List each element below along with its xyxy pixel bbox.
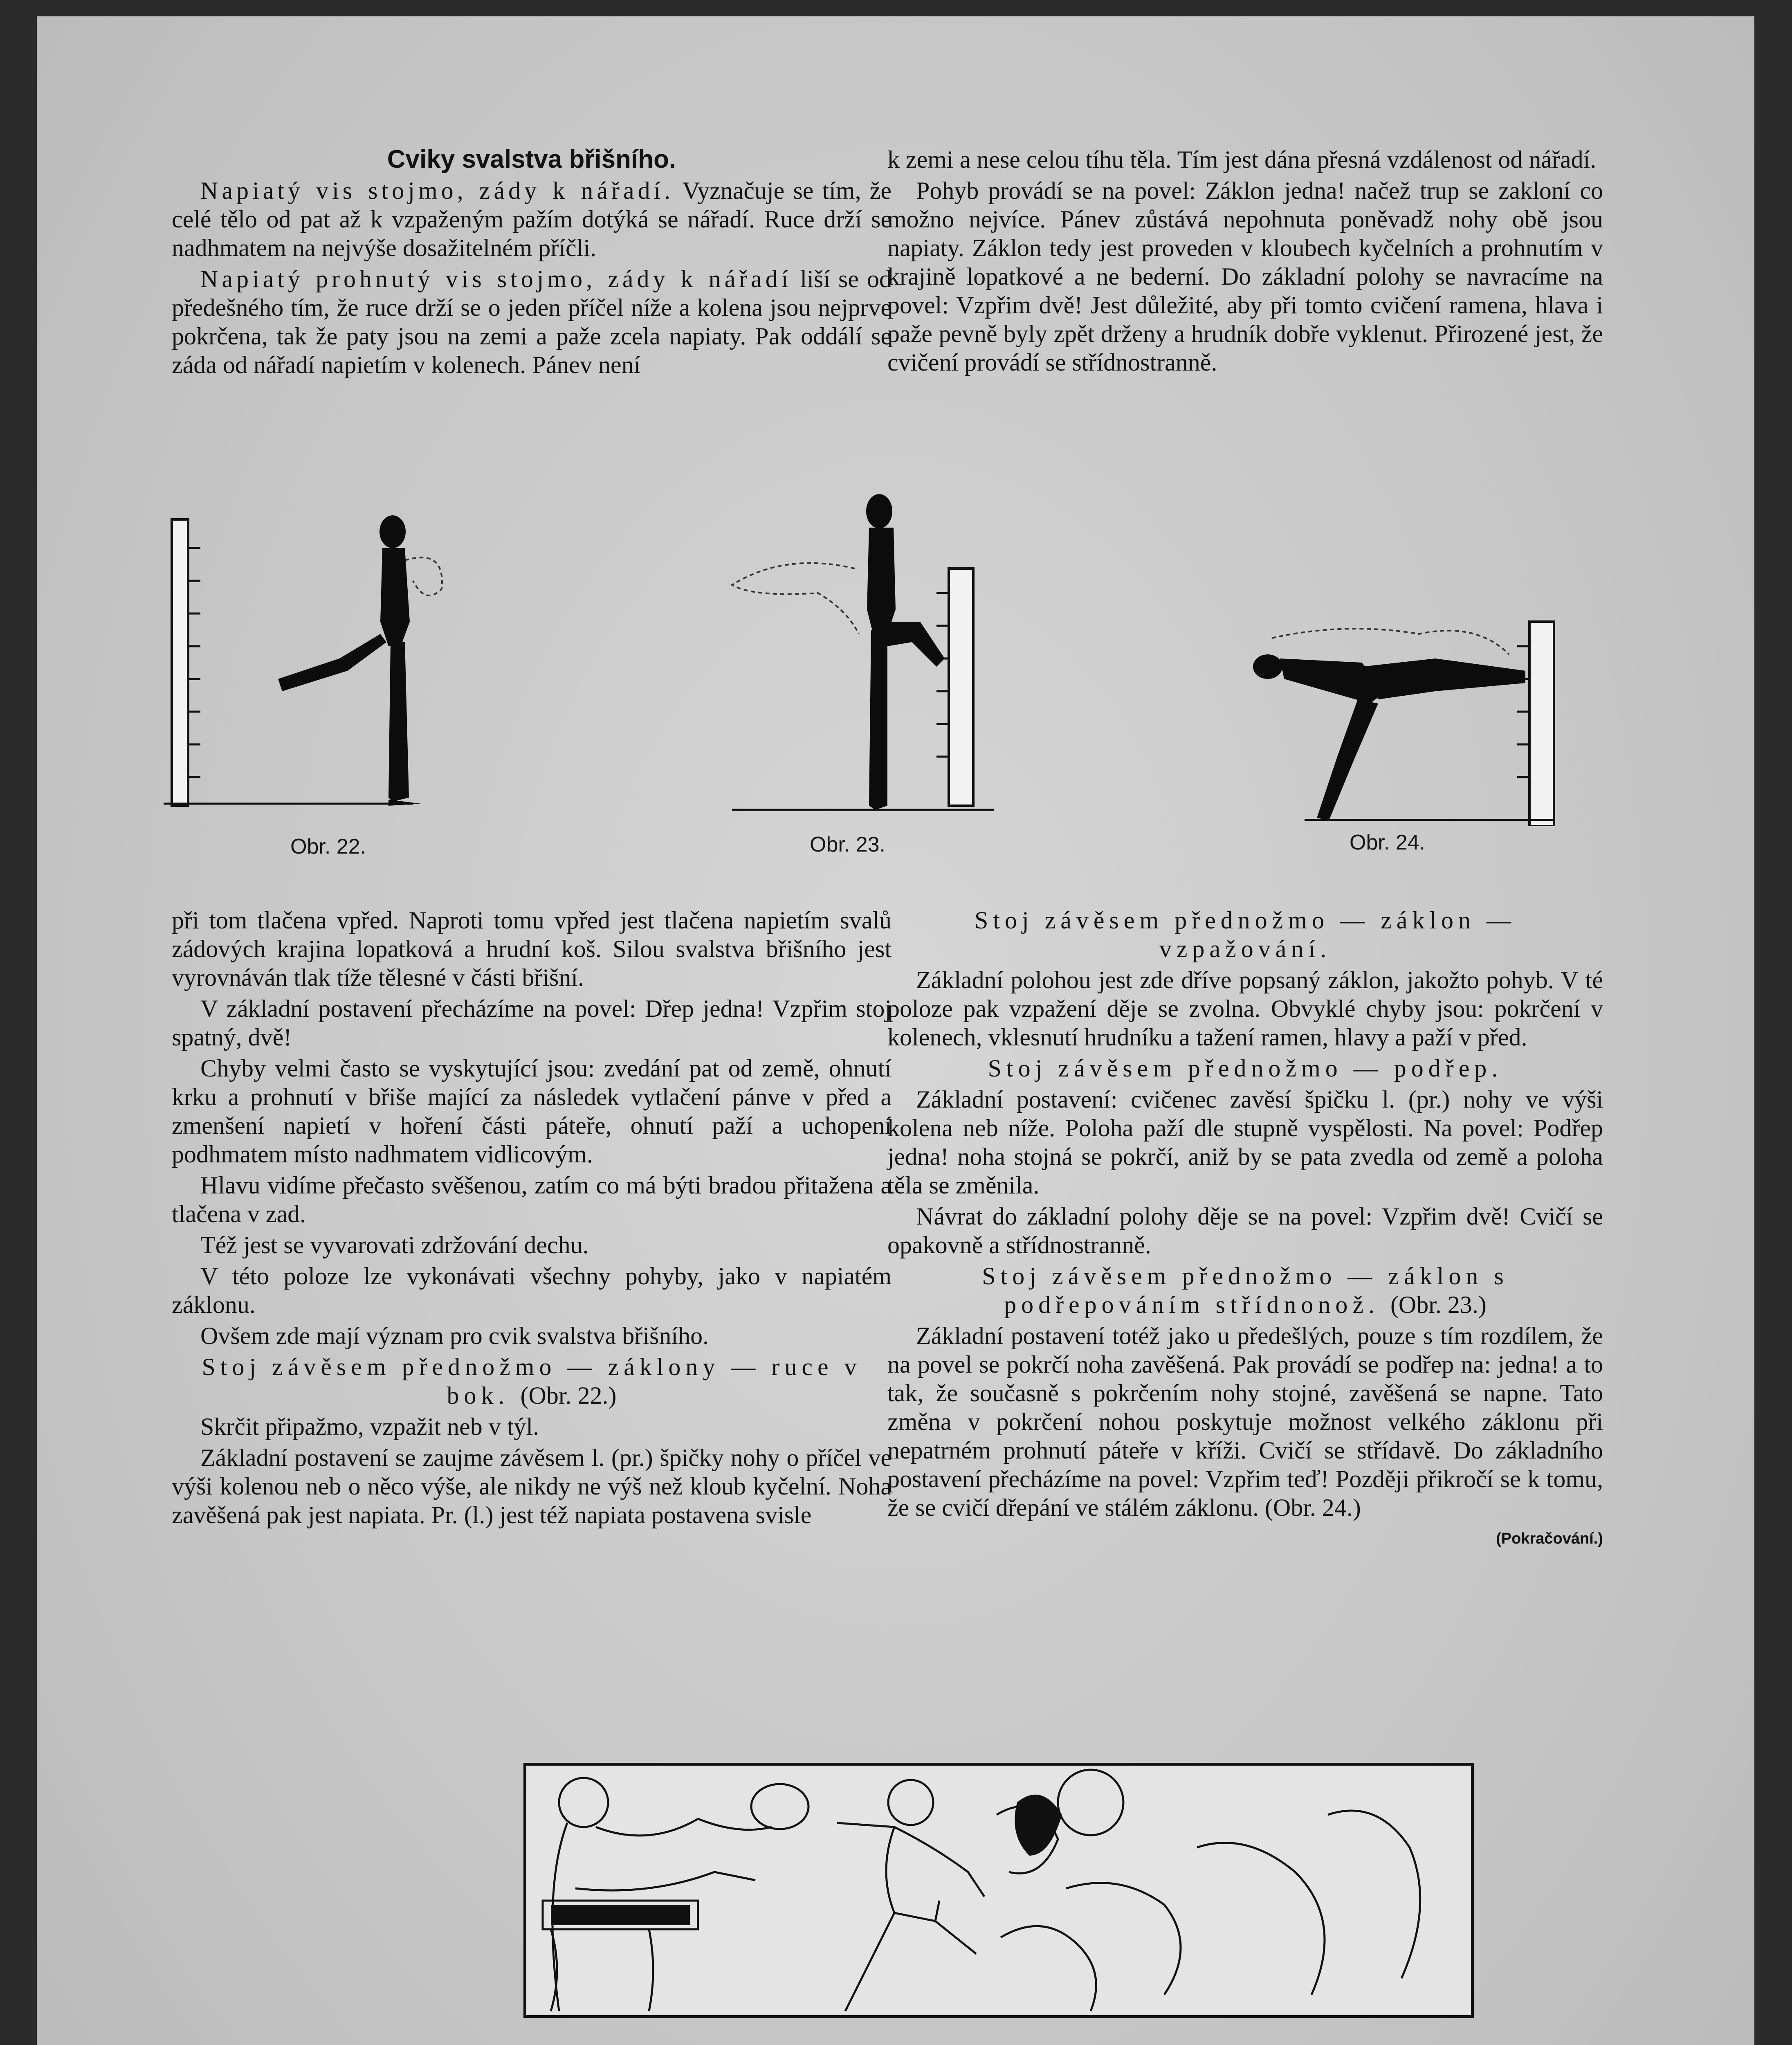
decorative-banner-illustration — [523, 1763, 1474, 2018]
figure-reference: (Obr. 23.) — [1390, 1291, 1487, 1318]
paragraph: Hlavu vidíme přečasto svěšenou, zatím co má býti bradou přitažena a tlačena v zad. — [172, 1172, 892, 1227]
exercise-title: Napiatý prohnutý vis stojmo, zády k nářadí — [200, 265, 792, 292]
right-bottom-column — [887, 906, 1603, 1553]
right-top-column — [887, 145, 1603, 377]
figure-reference: (Obr. 22.) — [520, 1382, 617, 1409]
paragraph-text: liší se od předešného tím, že ruce drží se o jeden příčel níže a kolena jsou nejprve pokrčena, tak že paty jsou na zemi a paže zcela napiaty. Pak oddálí se záda od nářadí napietím v kolenech. Pánev není — [172, 265, 892, 378]
paragraph — [172, 265, 892, 379]
exercise-subheading: Stoj závěsem přednožmo — podřep. — [988, 1055, 1503, 1082]
paragraph: Základní postavení se zaujme závěsem l. (pr.) špičky nohy o příčel ve výši kolenou neb o něco výše, ale nikdy ne výš než kloub kyčelní. Noha zavěšená pak jest napiata. Pr. (l.) jest též napiata postavena svisle — [172, 1444, 892, 1528]
subheading-text: Stoj závěsem přednožmo — záklon s podřepováním střídnonož. — [982, 1263, 1509, 1318]
paragraph: Návrat do základní polohy děje se na povel: Vzpřim dvě! Cvičí se opakovně a střídnostranně. — [887, 1203, 1603, 1258]
paragraph: Základní polohou jest zde dříve popsaný záklon, jakožto pohyb. V té poloze pak vzpažení děje se zvolna. Obvyklé chyby jsou: pokrčení v kolenech, vklesnutí hrudníku a tažení ramen, hlavy a paží v před. — [887, 966, 1603, 1051]
exercise-title: Napiatý vis stojmo, zády k nářadí. — [200, 177, 674, 204]
figure-22-caption: Obr. 22. — [290, 835, 366, 858]
paragraph: Skrčit připažmo, vzpažit neb v týl. — [200, 1413, 539, 1440]
figure-reference: (Obr. 24.) — [1264, 1494, 1361, 1521]
left-bottom-column — [172, 906, 892, 1529]
paragraph — [172, 176, 892, 262]
paragraph: při tom tlačena vpřed. Naproti tomu vpřed jest tlačena napietím svalů zádových krajina lopatková a hrudní koš. Silou svalstva břišního jest vyrovnáván tlak tíže tělesné v části břišní. — [172, 907, 892, 991]
paragraph: Též jest se vyvarovati zdržování dechu. — [200, 1231, 589, 1258]
paragraph: Ovšem zde mají význam pro cvik svalstva břišního. — [200, 1322, 709, 1349]
exercise-subheading — [887, 1262, 1603, 1319]
continuation-note: (Pokračování.) — [1496, 1530, 1603, 1547]
paragraph: V základní postavení přecházíme na povel: Dřep jedna! Vzpřim stoj spatný, dvě! — [172, 995, 892, 1051]
exercise-subheading: Stoj závěsem přednožmo — záklon — vzpažování. — [974, 907, 1516, 962]
figure-24-caption: Obr. 24. — [1350, 831, 1425, 854]
paragraph: Pohyb provádí se na povel: Záklon jedna! načež trup se zakloní co možno nejvíce. Pánev zůstává nepohnuta poněvadž nohy obě jsou napiaty. Záklon tedy jest proveden v kloubech kyčelních a prohnutím v krajině lopatkové a ne bederní. Do základní polohy se navracíme na povel: Vzpřim dvě! Jest důležité, aby při tomto cvičení ramena, hlava i paže pevně byly zpět drženy a hrudník dobře vyklenut. Přirozené jest, že cvičení provádí se střídnostranně. — [887, 177, 1603, 376]
paragraph: Chyby velmi často se vyskytující jsou: zvedání pat od země, ohnutí krku a prohnutí v břiše mající za následek vytlačení pánve v před a zmenšení napietí v hoření části páteře, ohnutí paží a uchopení podhmatem místo nadhmatem vidlicovým. — [172, 1055, 892, 1168]
banner-drawing — [526, 1766, 1471, 2015]
figure-23-caption: Obr. 23. — [810, 833, 885, 856]
figure-23-illustration — [683, 487, 1043, 822]
paragraph: k zemi a nese celou tíhu těla. Tím jest dána přesná vzdálenost od nářadí. — [887, 146, 1597, 173]
exercise-subheading — [172, 1353, 892, 1410]
paragraph — [887, 1321, 1603, 1522]
paragraph-text: Základní postavení totéž jako u předešlých, pouze s tím rozdílem, že na povel se pokrčí noha zavěšená. Pak provádí se podřep na: jedna! a to tak, že současně s pokrčením nohy stojné, zavěšená se napne. Tato změna v pokrčení nohou poskytuje možnost velkého záklonu při nepatrném prohnutí páteře v kříži. Cvičí se střídavě. Do základního postavení přecházíme na povel: Vzpřim teď! Později přikročí se k tomu, že se cvičí dřepání ve stálém záklonu. — [887, 1322, 1603, 1521]
figure-22-illustration — [159, 499, 446, 834]
section-heading: Cviky svalstva břišního. — [387, 145, 676, 173]
left-top-column — [172, 145, 892, 379]
page-sheet — [37, 16, 1754, 2045]
paragraph: V této poloze lze vykonávati všechny pohyby, jako v napiatém záklonu. — [172, 1263, 892, 1318]
paragraph: Základní postavení: cvičenec zavěsí špičku l. (pr.) nohy ve výši kolena neb níže. Poloha paží dle stupně vyspělosti. Na povel: Podřep jedna! noha stojná se pokrčí, aniž by se pata zvedla od země a poloha těla se změnila. — [887, 1086, 1603, 1199]
paragraph-text: Vyznačuje se tím, že celé tělo od pat až k vzpaženým pažím dotýká se nářadí. Ruce drží se nadhmatem na nejvýše dosažitelném příčli. — [172, 177, 892, 261]
figure-24-illustration — [1223, 597, 1599, 826]
subheading-text: Stoj závěsem přednožmo — záklony — ruce v bok. — [202, 1353, 862, 1409]
